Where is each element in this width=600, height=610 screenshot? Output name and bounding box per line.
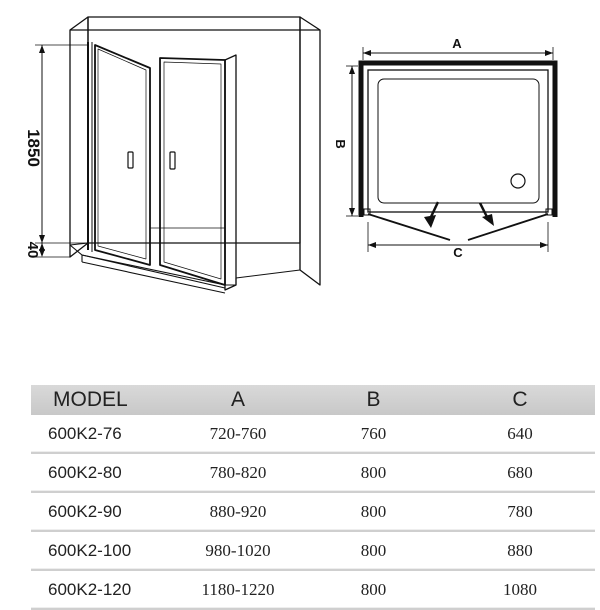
right-door-panel	[160, 58, 225, 285]
shower-tray-outline	[368, 70, 548, 212]
right-door-handle	[170, 152, 175, 169]
table-row	[31, 453, 595, 492]
back-wall	[88, 17, 300, 243]
height-base-label: 40	[24, 241, 41, 259]
plan-view	[361, 63, 555, 240]
depth-label: B	[333, 139, 348, 149]
table-row	[31, 531, 595, 570]
left-door-panel	[95, 45, 150, 265]
cell-model: 600K2-100	[31, 531, 174, 570]
header-model: MODEL	[53, 388, 128, 411]
model-spec-table	[31, 385, 595, 610]
cell-model: 600K2-120	[31, 570, 174, 609]
cell-b: 800	[302, 531, 445, 570]
tray-front-edge	[82, 255, 225, 288]
cell-a: 980-1020	[174, 531, 302, 570]
cell-model: 600K2-80	[31, 453, 174, 492]
drain-circle	[511, 174, 525, 188]
right-door-swing	[468, 214, 548, 240]
header-a: A	[230, 388, 245, 411]
table-row	[31, 492, 595, 531]
header-b: B	[366, 388, 381, 411]
table-row	[31, 570, 595, 609]
cell-c: 640	[445, 415, 595, 453]
left-wall	[70, 17, 88, 257]
cell-b: 800	[302, 570, 445, 609]
cell-a: 720-760	[174, 415, 302, 453]
opening-arrows	[424, 202, 494, 228]
cell-b: 760	[302, 415, 445, 453]
table-header-row	[31, 385, 595, 415]
height-main-label: 1850	[24, 129, 43, 167]
enclosure-perspective-view	[70, 17, 320, 293]
left-door-swing	[368, 214, 450, 240]
cell-c: 880	[445, 531, 595, 570]
left-door-handle	[128, 152, 133, 168]
cell-c: 1080	[445, 570, 595, 609]
opening-label: C	[453, 245, 463, 260]
cell-model: 600K2-76	[31, 415, 174, 453]
cell-model: 600K2-90	[31, 492, 174, 531]
cell-c: 680	[445, 453, 595, 492]
width-label: A	[452, 36, 462, 51]
right-wall	[300, 17, 320, 285]
right-pillar	[225, 55, 236, 290]
cell-b: 800	[302, 453, 445, 492]
cell-a: 880-920	[174, 492, 302, 531]
cell-a: 780-820	[174, 453, 302, 492]
cell-c: 780	[445, 492, 595, 531]
plan-walls	[361, 63, 555, 217]
header-c: C	[512, 388, 528, 411]
cell-a: 1180-1220	[174, 570, 302, 609]
cell-b: 800	[302, 492, 445, 531]
table-row	[31, 415, 595, 453]
